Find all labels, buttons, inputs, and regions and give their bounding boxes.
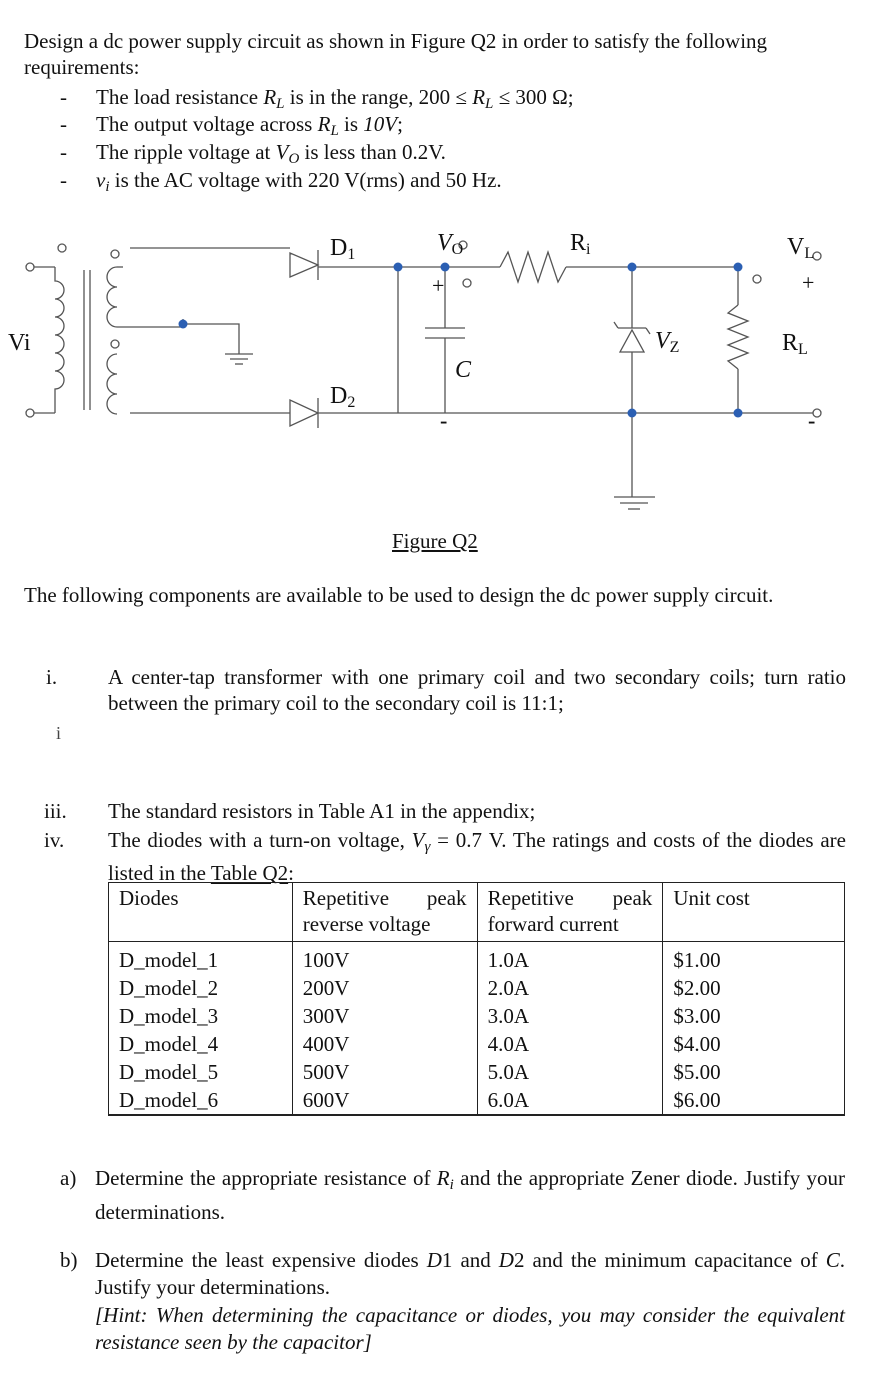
- label-vz: V: [655, 328, 670, 354]
- table-cell: 5.0A: [477, 1058, 663, 1086]
- question-label: b): [60, 1248, 78, 1272]
- junction-dot: [628, 263, 637, 272]
- component-text: The diodes with a turn-on voltage, $V_\gamma = 0.7$ V. The ratings and costs of the diodes are listed in the Table Q2:: [108, 828, 846, 885]
- table-cell: 300V: [292, 1002, 477, 1030]
- components-intro: The following components are available to be used to design the dc power supply circuit.: [24, 583, 774, 607]
- list-number: i.: [46, 665, 58, 689]
- resistor-rl: [728, 305, 748, 369]
- label-plus: +: [802, 270, 815, 295]
- table-cell: $2.00: [663, 974, 845, 1002]
- label-plus: +: [432, 273, 445, 298]
- ground-wire: [183, 324, 239, 354]
- table-cell: D_model_1: [109, 942, 293, 975]
- table-header: Repetitive peak forward current: [477, 883, 663, 942]
- center-tap-wire: [117, 319, 183, 327]
- component-text: A center-tap transformer with one primary coil and two secondary coils; turn ratio between the primary coil to the secondary coil is 11:1;: [108, 665, 846, 715]
- table-cell: $1.00: [663, 942, 845, 975]
- svg-text:D1: D1: [330, 235, 356, 263]
- table-cell: D_model_2: [109, 974, 293, 1002]
- list-number: i: [56, 723, 62, 743]
- table-cell: 2.0A: [477, 974, 663, 1002]
- table-cell: D_model_3: [109, 1002, 293, 1030]
- terminal-circle: [111, 250, 119, 258]
- table-cell: 100V: [292, 942, 477, 975]
- terminal-circle: [111, 340, 119, 348]
- label-vi: Vi: [8, 330, 31, 356]
- terminal-circle: [26, 409, 34, 417]
- table-cell: 4.0A: [477, 1030, 663, 1058]
- table-cell: 600V: [292, 1086, 477, 1115]
- svg-text:Ri: Ri: [570, 230, 591, 258]
- table-cell: 200V: [292, 974, 477, 1002]
- requirement-text: The output voltage across $R_L$ is 10V;: [96, 112, 403, 139]
- table-row: [109, 974, 845, 1002]
- label-rl: R: [782, 330, 799, 356]
- question-b-hint: [Hint: When determining the capacitance or diodes, you may consider the equivalent resistance seen by the capacitor]: [95, 1303, 845, 1354]
- svg-text:VL: VL: [787, 234, 815, 262]
- component-text: The standard resistors in Table A1 in the appendix;: [108, 799, 536, 823]
- table-header: Repetitive peak reverse voltage: [292, 883, 477, 942]
- table-cell: $5.00: [663, 1058, 845, 1086]
- table-row: [109, 942, 845, 975]
- intro-line-2: requirements:: [24, 55, 140, 79]
- label-minus: -: [808, 408, 816, 433]
- table-cell: $3.00: [663, 1002, 845, 1030]
- diode-d2: [290, 400, 318, 426]
- diode-d1: [290, 253, 318, 277]
- table-cell: D_model_4: [109, 1030, 293, 1058]
- table-cell: 1.0A: [477, 942, 663, 975]
- label-ri: R: [570, 230, 587, 256]
- label-d2: D: [330, 383, 348, 409]
- terminal-circle: [753, 275, 761, 283]
- zener-diode: [620, 330, 644, 352]
- resistor-ri: [500, 252, 566, 282]
- label-vl: V: [787, 234, 805, 260]
- table-cell: 500V: [292, 1058, 477, 1086]
- requirement-text: The ripple voltage at $V_O$ is less than 0.2V.: [96, 140, 446, 167]
- question-label: a): [60, 1166, 77, 1190]
- terminal-circle: [26, 263, 34, 271]
- junction-dot: [394, 263, 403, 272]
- label-minus: -: [440, 408, 448, 433]
- requirement-text: $v_i$ is the AC voltage with 220 V(rms) and 50 Hz.: [96, 168, 502, 195]
- circuit-diagram: [0, 220, 882, 560]
- list-number: iv.: [44, 828, 65, 852]
- label-vo: V: [437, 230, 452, 256]
- label-c: C: [455, 357, 472, 383]
- question-a-text: Determine the appropriate resistance of $R_i$ and the appropriate Zener diode. Justify your determinations.: [95, 1166, 846, 1224]
- svg-text:D2: D2: [330, 383, 356, 411]
- table-cell: 3.0A: [477, 1002, 663, 1030]
- primary-coil: [55, 267, 64, 413]
- terminal-circle: [58, 244, 66, 252]
- table-header-row: [109, 883, 845, 942]
- junction-dot: [441, 263, 450, 272]
- junction-dot: [734, 409, 743, 418]
- junction-dot: [734, 263, 743, 272]
- table-row: [109, 1002, 845, 1030]
- svg-text:VO: VO: [437, 230, 464, 258]
- table-row: [109, 1058, 845, 1086]
- table-header: Unit cost: [663, 883, 845, 942]
- terminal-circle: [463, 279, 471, 287]
- secondary-coil-bottom: [107, 354, 117, 414]
- table-header: Diodes: [109, 883, 293, 942]
- figure-caption: Figure Q2: [392, 529, 478, 553]
- question-b-text: Determine the least expensive diodes D1 and D2 and the minimum capacitance of C. Justify your determinations.: [95, 1248, 845, 1299]
- table-cell: 6.0A: [477, 1086, 663, 1115]
- intro-line-1: Design a dc power supply circuit as shown in Figure Q2 in order to satisfy the following: [24, 29, 768, 53]
- table-row: [109, 1030, 845, 1058]
- table-cell: $4.00: [663, 1030, 845, 1058]
- requirement-text: The load resistance $R_L$ is in the range, $200 \le R_L \le 300$ Ω;: [96, 85, 574, 112]
- table-cell: 400V: [292, 1030, 477, 1058]
- junction-dot: [628, 409, 637, 418]
- table-row: [109, 1086, 845, 1115]
- list-number: iii.: [44, 799, 67, 823]
- table-cell: D_model_6: [109, 1086, 293, 1115]
- intro-paragraph: [24, 28, 846, 80]
- label-d1: D: [330, 235, 348, 261]
- secondary-coil-top: [107, 267, 117, 327]
- svg-text:RL: RL: [782, 330, 808, 358]
- junction-dot: [179, 320, 188, 329]
- table-cell: $6.00: [663, 1086, 845, 1115]
- diode-table: [108, 882, 845, 1116]
- terminal-circle: [813, 252, 821, 260]
- svg-text:VZ: VZ: [655, 328, 680, 356]
- table-cell: D_model_5: [109, 1058, 293, 1086]
